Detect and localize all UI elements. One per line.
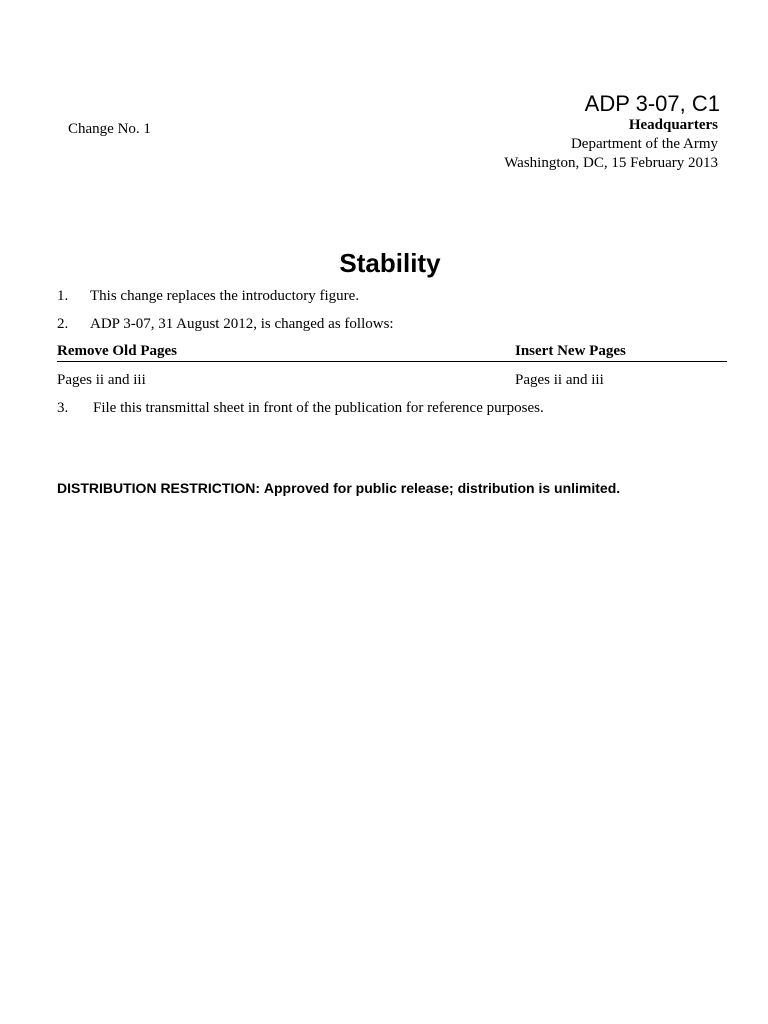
remove-old-pages-header: Remove Old Pages — [57, 343, 177, 359]
list-item-number: 1. — [57, 288, 69, 304]
headquarters-block — [504, 116, 718, 173]
list-item — [57, 286, 359, 306]
list-item-text: This change replaces the introductory figure. — [90, 288, 360, 304]
location-date-line: Washington, DC, 15 February 2013 — [504, 155, 718, 171]
document-id: ADP 3-07, C1 — [584, 91, 720, 116]
list-item — [57, 398, 544, 418]
headquarters-line: Headquarters — [628, 117, 718, 133]
list-item-number: 2. — [57, 316, 69, 332]
list-item — [57, 314, 394, 334]
distribution-restriction — [57, 478, 620, 498]
distribution-label: DISTRIBUTION RESTRICTION: — [57, 480, 260, 496]
department-line: Department of the Army — [570, 136, 718, 152]
table-row — [57, 370, 727, 390]
remove-pages-cell: Pages ii and iii — [57, 372, 146, 388]
list-item-number: 3. — [57, 400, 69, 416]
page-title: Stability — [339, 248, 441, 278]
list-item-text: ADP 3-07, 31 August 2012, is changed as follows: — [90, 316, 394, 332]
insert-new-pages-header: Insert New Pages — [515, 343, 626, 359]
distribution-text: Approved for public release; distribution is unlimited. — [263, 480, 621, 496]
list-item-text: File this transmittal sheet in front of the publication for reference purposes. — [93, 400, 544, 416]
pages-table-header — [57, 341, 727, 362]
change-number: Change No. 1 — [68, 121, 151, 137]
insert-pages-cell: Pages ii and iii — [515, 372, 604, 388]
